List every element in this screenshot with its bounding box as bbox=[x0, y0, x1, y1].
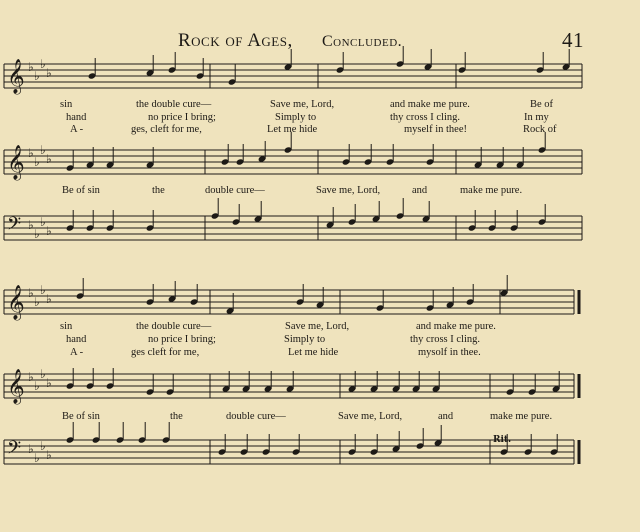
svg-text:♭: ♭ bbox=[28, 286, 34, 300]
svg-text:♭: ♭ bbox=[28, 442, 34, 456]
svg-text:𝄢: 𝄢 bbox=[7, 214, 22, 239]
svg-text:♭: ♭ bbox=[46, 66, 52, 80]
svg-text:♭: ♭ bbox=[28, 370, 34, 384]
svg-text:♭: ♭ bbox=[46, 224, 52, 238]
svg-text:♭: ♭ bbox=[34, 69, 40, 83]
svg-text:𝄞: 𝄞 bbox=[7, 59, 25, 94]
svg-text:♭: ♭ bbox=[40, 57, 46, 71]
page-subtitle: Concluded. bbox=[322, 33, 403, 50]
svg-text:♭: ♭ bbox=[40, 439, 46, 453]
svg-text:♭: ♭ bbox=[34, 227, 40, 241]
svg-text:𝄞: 𝄞 bbox=[7, 285, 25, 320]
svg-text:♭: ♭ bbox=[34, 379, 40, 393]
svg-text:♭: ♭ bbox=[46, 292, 52, 306]
svg-text:♭: ♭ bbox=[46, 152, 52, 166]
svg-text:♭: ♭ bbox=[40, 143, 46, 157]
page-title: Rock of Ages, bbox=[178, 30, 293, 51]
svg-text:𝄞: 𝄞 bbox=[7, 369, 25, 404]
svg-text:♭: ♭ bbox=[40, 283, 46, 297]
svg-text:♭: ♭ bbox=[34, 295, 40, 309]
svg-text:♭: ♭ bbox=[28, 60, 34, 74]
tempo-mark: Rit. bbox=[493, 435, 512, 445]
svg-text:𝄢: 𝄢 bbox=[7, 438, 22, 463]
svg-text:♭: ♭ bbox=[28, 146, 34, 160]
svg-text:♭: ♭ bbox=[40, 367, 46, 381]
svg-text:𝄞: 𝄞 bbox=[7, 145, 25, 180]
page-number: 41 bbox=[562, 28, 584, 52]
svg-text:♭: ♭ bbox=[46, 376, 52, 390]
hymnal-page: Rock of Ages, Concluded. 41 𝄞 ♭ ♭ ♭ ♭ 𝄞 ♭ ♭ ♭ ♭ 𝄢 ♭ ♭ ♭ ♭ 𝄞 ♭ ♭ ♭ ♭ 𝄞 ♭ ♭ ♭ ♭ 𝄢 ♭ ♭ ♭ ♭ sin the double cure— Save me, Lord, and make me pure. Be of hand no price I bring; Simply to thy cross I cling. In my A - ges, cleft for me, Let me hide myself in thee! Rock of Be of sin the double cure— Save me, Lord, and make me pure. sin the double cure— Save me, Lord, and make me pure. hand no price I bring; Simply to thy cross I cling. A - ges cleft for me, Let me hide mysolf in thee. Be of sin the double cure— Save me, Lord, and make me pure. Rit. bbox=[0, 0, 640, 532]
svg-text:♭: ♭ bbox=[28, 218, 34, 232]
svg-text:♭: ♭ bbox=[34, 451, 40, 465]
svg-text:♭: ♭ bbox=[46, 448, 52, 462]
svg-text:♭: ♭ bbox=[34, 155, 40, 169]
svg-text:♭: ♭ bbox=[40, 215, 46, 229]
